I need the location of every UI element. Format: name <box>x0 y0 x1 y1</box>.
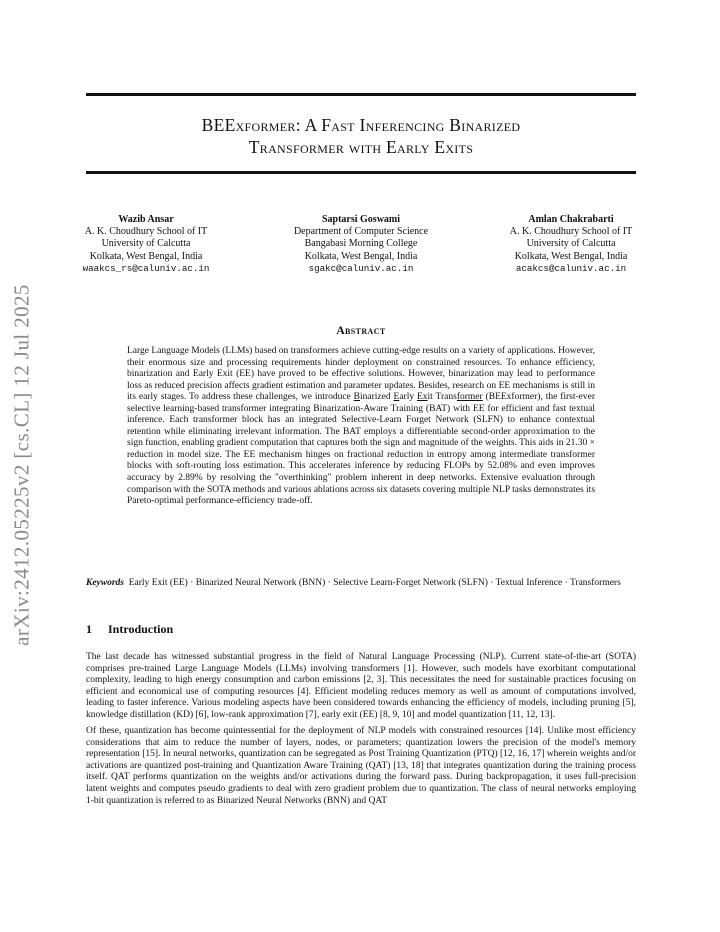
section-title: Introduction <box>108 622 174 636</box>
title-bottom-rule <box>86 171 636 174</box>
acronym-underline: B <box>353 392 361 403</box>
abstract-body <box>127 346 595 508</box>
paragraph: Of these, quantization has become quintessential for the deployment of NLP models with constrained resources [14]. Unlike most efficiency considerations that aim to reduce the number of layers, nodes, or parameters; quantization lowers the precision of the model's memory representation [15]. In neural networks, quantization can be segregated as Post Training Quantization (PTQ) [12, 16, 17] wherein weights and/or activations are quantized post-training and Quantization Aware Training (QAT) [13, 18] that integrates quantization during the training process itself. QAT performs quantization on the weights and/or activations during the forward pass. During backpropagation, it uses full-precision latent weights and computes pseudo gradients to deal with zero gradient problem due to quantization. The class of neural networks employing 1-bit quantization is referred to as Binarized Neural Networks (BNN) and QAT <box>86 726 636 806</box>
author-institution: University of Calcutta <box>526 238 616 250</box>
author-name: Amlan Chakrabarti <box>528 214 614 225</box>
author-location: Kolkata, West Bengal, India <box>89 250 203 262</box>
acronym-underline: E <box>393 392 400 403</box>
arxiv-identifier-stamp: arXiv:2412.05225v2 [cs.CL] 12 Jul 2025 <box>9 284 34 646</box>
abstract-text-1: Large Language Models (LLMs) based on transformers achieve cutting-edge results on a variety of applications. However, their enormous size and processing requirements hinder deployment on constrained resources. To enhance efficiency, binarization and Early Exit (EE) have proved to be effective solutions. However, binarization may lead to performance loss as reduced precision affects gradient estimation and parameter updates. Besides, research on EE mechanisms is still in its early stages. To address these challenges, we introduce <box>127 346 595 403</box>
paragraph: The last decade has witnessed substantial progress in the field of Natural Language Processing (NLP). Current state-of-the-art (SOTA) comprises pre-trained Large Language Models (LLMs) involving transformers [1]. However, such models have exorbitant computational complexity, leading to high energy consumption and carbon emissions [2, 3]. This necessitates the need for sustainable practices focusing on efficient and economical use of computing resources [4]. Efficient modeling reduces memory as well as amount of computations involved, leading to faster inference. Various modeling aspects have been considered towards enhancing the efficiency of models, including pruning [5], knowledge distillation (KD) [6], low-rank approximation [7], early exit (EE) [8, 9, 10] and model quantization [11, 12, 13]. <box>86 652 636 720</box>
keywords-label: Keywords <box>86 578 124 588</box>
introduction-body <box>86 652 636 812</box>
author-email[interactable]: acakcs@caluniv.ac.in <box>515 262 627 274</box>
section-number: 1 <box>86 622 92 636</box>
author-institution: University of Calcutta <box>101 238 191 250</box>
author-email[interactable]: waakcs_rs@caluniv.ac.in <box>82 262 210 274</box>
author-affiliation: A. K. Choudhury School of IT <box>84 226 208 238</box>
title-line-2: Transformer with Early Exits <box>248 137 474 157</box>
abstract-text-2: (BEExformer), the first-ever selective learning-based transformer integrating Binarization-Aware Training (BAT) with EE for efficient and fast textual inference. Each transformer block has an integrated Selective-Learn Forget Network (SLFN) to enhance contextual retention while eliminating irrelevant information. The BAT employs a differentiable second-order approximation to the sign function, enabling gradient computation that captures both the sign and magnitude of the weights. This aids in 21.30 × reduction in model size. The EE mechanism hinges on fractional reduction in entropy among intermediate transformer blocks with soft-routing loss estimation. This accelerates inference by reducing FLOPs by 52.08% and even improves accuracy by 2.89% by resolving the "overthinking" problem inherent in deep networks. Extensive evaluation through comparison with the SOTA methods and various ablations across six datasets covering multiple NLP tasks demonstrates its Pareto-optimal performance-efficiency trade-off. <box>127 392 596 507</box>
author-name: Wazib Ansar <box>118 214 174 225</box>
author-location: Kolkata, West Bengal, India <box>514 250 628 262</box>
title-line-1: BEExformer: A Fast Inferencing Binarized <box>201 115 521 135</box>
title-top-rule <box>86 93 636 96</box>
acronym-underline: former <box>456 392 483 403</box>
abstract-text: it Trans <box>427 392 457 403</box>
author-location: Kolkata, West Bengal, India <box>304 250 418 262</box>
abstract-heading: Abstract <box>336 325 386 337</box>
author-institution: Bangabasi Morning College <box>304 238 418 250</box>
keywords <box>86 577 636 589</box>
author-email[interactable]: sgakc@caluniv.ac.in <box>308 262 414 274</box>
author-affiliation: Department of Computer Science <box>293 226 429 238</box>
author-1 <box>56 214 236 275</box>
abstract-text: arly <box>399 392 417 403</box>
author-2 <box>271 214 451 275</box>
author-affiliation: A. K. Choudhury School of IT <box>509 226 633 238</box>
abstract-text: inarized <box>360 392 394 403</box>
keywords-text: Early Exit (EE) · Binarized Neural Network (BNN) · Selective Learn-Forget Network (SLFN) · Textual Inference · Transformers <box>128 578 621 588</box>
acronym-underline: Ex <box>416 392 428 403</box>
author-name: Saptarsi Goswami <box>321 214 401 225</box>
author-3 <box>481 214 661 275</box>
section-heading-introduction <box>86 622 636 637</box>
paper-title <box>86 114 636 158</box>
